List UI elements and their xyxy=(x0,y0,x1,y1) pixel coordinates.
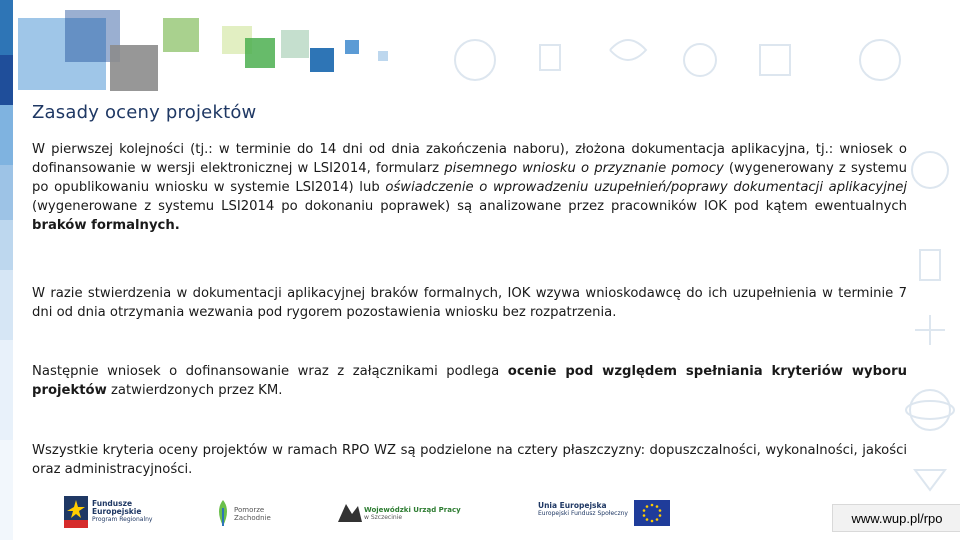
paragraph-criteria-evaluation: Następnie wniosek o dofinansowanie wraz z załącznikami podlega ocenie pod względem spełniania kryteriów wyboru projektów zatwierdzonych przez KM. xyxy=(32,364,908,398)
paragraph-formal-check: W pierwszej kolejności (tj.: w terminie do 14 dni od dnia zakończenia naboru), złożona dokumentacja aplikacyjna, tj.: wniosek o dofinansowanie w wersji elektronicznej w LSI2014, formularz pisemnego wniosku o przyznanie pomocy (wygenerowany z systemu po opublikowaniu wniosku w systemie LSI2014) lub oświadczenie o wprowadzeniu uzupełnień/poprawy dokumentacji aplikacyjnej (wygenerowane z systemu LSI2014 po dokonaniu poprawek) są analizowane przez pracowników IOK pod kątem ewentualnych braków formalnych. xyxy=(32,142,908,233)
eu-flag-icon xyxy=(634,500,670,526)
website-link[interactable]: www.wup.pl/rpo xyxy=(832,504,960,532)
page-title: Zasady oceny projektów xyxy=(32,102,257,123)
fundusze-europejskie-logo: Fundusze Europejskie Program Regionalny xyxy=(64,496,88,532)
paragraph-criteria-planes: Wszystkie kryteria oceny projektów w ramach RPO WZ są podzielone na cztery płaszczyzny: dopuszczalności, wykonalności, jakości oraz administracyjności. xyxy=(32,443,907,477)
pomorze-leaf-icon xyxy=(214,498,232,528)
wup-logo: Wojewódzki Urząd Pracy w Szczecinie xyxy=(338,500,362,530)
pomorze-zachodnie-logo: Pomorze Zachodnie xyxy=(214,498,232,532)
footer-logos xyxy=(0,490,960,540)
paragraph-formal-deficiencies: W razie stwierdzenia w dokumentacji aplikacyjnej braków formalnych, IOK wzywa wnioskodawcę do ich uzupełnienia w terminie 7 dni od dnia otrzymania wezwania pod rygorem pozostawienia wniosku bez rozpatrzenia. xyxy=(32,286,907,320)
fe-star-icon xyxy=(64,496,88,528)
wup-emblem-icon xyxy=(338,500,362,526)
left-color-strip xyxy=(0,0,13,540)
unia-europejska-logo: Unia Europejska Europejski Fundusz Społeczny xyxy=(538,502,628,518)
